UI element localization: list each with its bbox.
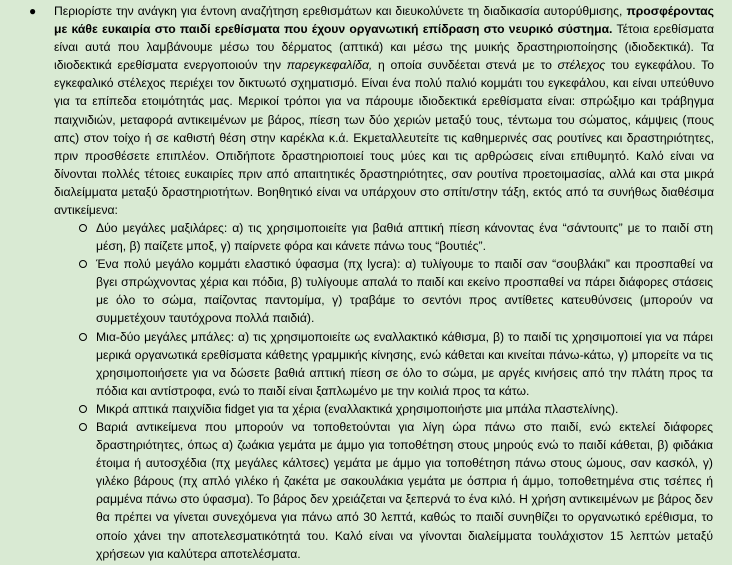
text-part-3: του εγκεφάλου. Το εγκεφαλικό στέλεχος περιέχει τον δικτυωτό σχηματισμό. Είναι ένα πολύ παλιό κομμάτι του εγκεφάλου, και είναι υπεύθυνο για τα επίπεδα ετοιμότητάς μας. Μερικοί τρόποι για να πάρουμε ιδιοδεκτικά ερεθίσματα είναι: σπρώξιμο και τράβηγμα παιχνιδιών, μεταφορά αντικειμένων με βάρος, πίεση των δύο χεριών μεταξύ τους, τέντωμα του σώματος, κάμψεις (πους απς) στον τοίχο ή σε καθιστή θέση στην καρέκλα κ.ά. Εκμεταλλευτείτε τις καθημερινές σας ρουτίνες και δραστηριότητες, πριν προσθέσετε επιπλέον. Οπιδήποτε δραστηριοποιεί τους μύες και τις αρθρώσεις είναι επιθυμητό. Καλό είναι να δίνονται πολλές τέτοιες ευκαιρίες πριν από απαιτητικές δραστηριότητες, σαν ρουτίνα προετοιμασίας, αλλά και στα μικρά διαλείμματα μεταξύ δραστηριοτήτων. Βοηθητικό είναι να υπάρχουν στο σπίτι/στην τάξη, εκτός από τα συνήθως διαθέσιμα αντικείμενα: xyxy=(54,58,714,218)
bold-emphasis: προσφέροντας με κάθε ευκαιρία στο παιδί ερεθίσματα που έχουν οργανωτική επίδραση στο νευρικό σύστημα. xyxy=(54,4,714,37)
list-item-text: Ένα πολύ μεγάλο κομμάτι ελαστικό ύφασμα (πχ lycra): α) τυλίγουμε το παιδί σαν “σουβλάκι” και προσπαθεί να βγει σπρώχνοντας χέρια και πόδια, β) τυλίγουμε απαλά το παιδί και εκείνο προσπαθεί να πάρει διάφορες στάσεις με όλο το σώμα, παίζοντας παντομίμα, γ) τραβάμε το σεντόνι προς αντίθετες κατευθύνσεις (μπορούν να συμμετέχουν ταυτόχρονα πολλά παιδιά). xyxy=(96,257,713,326)
hollow-bullet-icon xyxy=(79,224,87,232)
italic-term-cerebellum: παρεγκεφαλίδα, xyxy=(286,58,373,73)
list-item-text: Δύο μεγάλες μαξιλάρες: α) τις χρησιμοποιείτε για βαθιά απτική πίεση κάνοντας ένα “σάντουιτς” με το παιδί στη μέση, β) παίζετε μποξ, γ) παίρνετε φόρα και κάνετε πάνω τους “βουτιές”. xyxy=(96,221,713,254)
bullet-marker: ● xyxy=(29,4,37,18)
italic-term-brainstem: στέλεχος xyxy=(557,58,606,73)
hollow-bullet-icon xyxy=(79,405,87,413)
list-item-text: Μικρά απτικά παιχνίδια fidget για τα χέρια (εναλλακτικά χρησιμοποιήστε μια μπάλα πλαστελίνης). xyxy=(96,402,619,416)
list-item-text: Βαριά αντικείμενα που μπορούν να τοποθετούνται για λίγη ώρα πάνω στο παιδί, ενώ εκτελεί διάφορες δραστηριότητες, όπως α) ζωάκια γεμάτα με άμμο για τοποθέτηση στους μηρούς ενώ το παιδί κάθεται, β) φιδάκια έτοιμα ή αυτοσχέδια (πχ μεγάλες κάλτσες) γεμάτα με άμμο για τοποθέτηση πάνω στους ώμους, σαν κασκόλ, γ) γιλέκο βάρους (πχ απλό γιλέκο ή ζακέτα με σακουλάκια γεμάτα με όσπρια ή άμμο, τοποθετημένα στις τσέπες ή ραμμένα πάνω στο ύφασμα). Το βάρος δεν χρειάζεται να ξεπερνά το ένα κιλό. Η χρήση αντικειμένων με βάρος δεν θα πρέπει να γίνεται συνεχόμενα για πάνω από 30 λεπτά, καθώς το παιδί συνηθίζει το οργανωτικό ερέθισμα, το οποίο χάνει την αποτελεσματικότητά του. Καλό είναι να γίνονται διαλείμματα τουλάχιστον 15 λεπτών μεταξύ χρήσεων για καλύτερα αποτελέσματα. xyxy=(96,420,713,561)
main-paragraph xyxy=(54,2,714,219)
intro-text: Περιορίστε την ανάγκη για έντονη αναζήτηση ερεθισμάτων και διευκολύνετε τη διαδικασία αυτορύθμισης, xyxy=(54,4,627,18)
hollow-bullet-icon xyxy=(79,260,87,268)
hollow-bullet-icon xyxy=(79,333,87,341)
text-part-1: Τέτοια ερεθίσματα είναι αυτά που λαμβάνουμε μέσω του δέρματος (απτικά) και μέσω της μυικής δραστηριοποίησης (ιδιοδεκτικά). Τα ιδιοδεκτικά ερεθίσματα ενεργοποιούν την xyxy=(54,22,714,73)
list-item-text: Μια-δύο μεγάλες μπάλες: α) τις χρησιμοποιείτε ως εναλλακτικό κάθισμα, β) το παιδί τις χρησιμοποιεί για να πάρει μερικά οργανωτικά ερεθίσματα κάθετης γραμμικής κίνησης, ενώ κάθεται και κινείται πάνω-κάτω, γ) μπορείτε να τις χρησιμοποιήσετε για να δώσετε βαθιά απτική πίεση σε όλο το σώμα, με αργές κινήσεις από την πλάτη προς τα πόδια και αντίστροφα, ενώ το παιδί είναι ξαπλωμένο με την κοιλιά προς τα κάτω. xyxy=(96,330,713,399)
text-part-2: η οποία συνδέεται στενά με το xyxy=(372,58,558,73)
hollow-bullet-icon xyxy=(79,423,87,431)
